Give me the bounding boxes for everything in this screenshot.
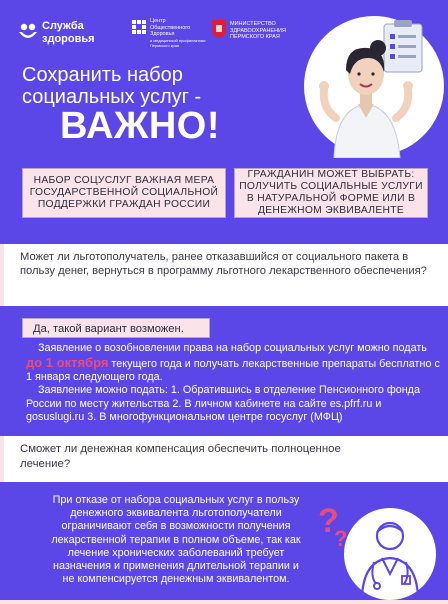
title-line1: Сохранить набор [22,64,183,86]
info-box-left [22,168,226,218]
paragraph1 [26,342,440,385]
center-public-health-logo [132,18,204,52]
info-box-right [234,168,428,218]
logo2-line3: Здоровья [150,31,175,38]
question2-panel [0,436,448,482]
info-box-left-text: НАБОР СОЦУСЛУГ ВАЖНАЯ МЕРА ГОСУДАРСТВЕННОЙ СОЦИАЛЬНОЙ ПОДДЕРЖКИ ГРАЖДАН РОССИИ [29,174,219,211]
logo3-line2: ЗДРАВООХРАНЕНИЯ [230,27,286,34]
info-box-right-text: ГРАЖДАНИН МОЖЕТ ВЫБРАТЬ: ПОЛУЧИТЬ СОЦИАЛЬНЫЕ УСЛУГИ В НАТУРАЛЬНОЙ ФОРМЕ ИЛИ В ДЕНЕЖНОМ ЭКВИВАЛЕНТЕ [239,168,423,217]
doctor-icon [318,496,440,604]
paragraph3: При отказе от набора социальных услуг в пользу денежного эквивалента льготополучатели ограничивают себя в возможности получения лекарственной терапии в полном объеме, так как лечение хронических заболеваний требует назначения и применения длительной терапии и не компенсируется денежным эквивалентом. [51,494,301,586]
coat-of-arms-icon [212,20,226,38]
logo1-line1: Служба [42,20,84,32]
title-line2: социальных услуг - [22,86,202,108]
ministry-logo [212,18,284,48]
paragraph2: Заявление можно подать: 1. Обратившись в отделение Пенсионного фонда России по месту жительства 2. В личном кабинете на сайте es.pfrf.ru и gosuslugi.ru 3. В многофункциональном центре госуслуг (МФЦ) [26,384,420,424]
question2-text: Сможет ли денежная компенсация обеспечить полноценное лечение? [20,443,341,470]
paragraph1-after: текущего года и получать лекарственные препараты бесплатно с 1 января следующего года. [26,357,440,384]
heart-logo-icon [18,22,38,44]
logo2-line2: Общественного [150,24,191,31]
paragraph1-before: Заявление о возобновлении права на набор социальных услуг можно подать [38,342,427,354]
sluzhba-zdorovya-logo [18,18,108,50]
logo2-line5: Пермского края [150,42,180,48]
qr-logo-icon [132,20,146,34]
question1-panel [0,244,448,306]
logo2-line1: Центр [150,18,166,24]
deadline-highlight: до 1 октября [26,354,109,370]
question-mark-icon: ? [318,502,339,540]
bottom-stripe [0,600,448,604]
logo3-line1: МИНИСТЕРСТВО [230,21,276,27]
logo2-line4: и медицинской профилактики [150,37,206,43]
title-subtitle [22,64,272,108]
svg-text:?: ? [334,526,348,551]
nurse-illustration [296,8,446,158]
question1-text: Может ли льготополучатель, ранее отказавшийся от социального пакета в пользу денег, вернуться в программу льготного лекарственного обеспечения? [20,251,427,277]
logo1-line2: здоровья [42,33,95,45]
logo3-line3: ПЕРМСКОГО КРАЯ [230,34,280,41]
answer-box: Да, такой вариант возможен. [22,318,210,338]
title-emphasis: ВАЖНО! [60,105,220,147]
